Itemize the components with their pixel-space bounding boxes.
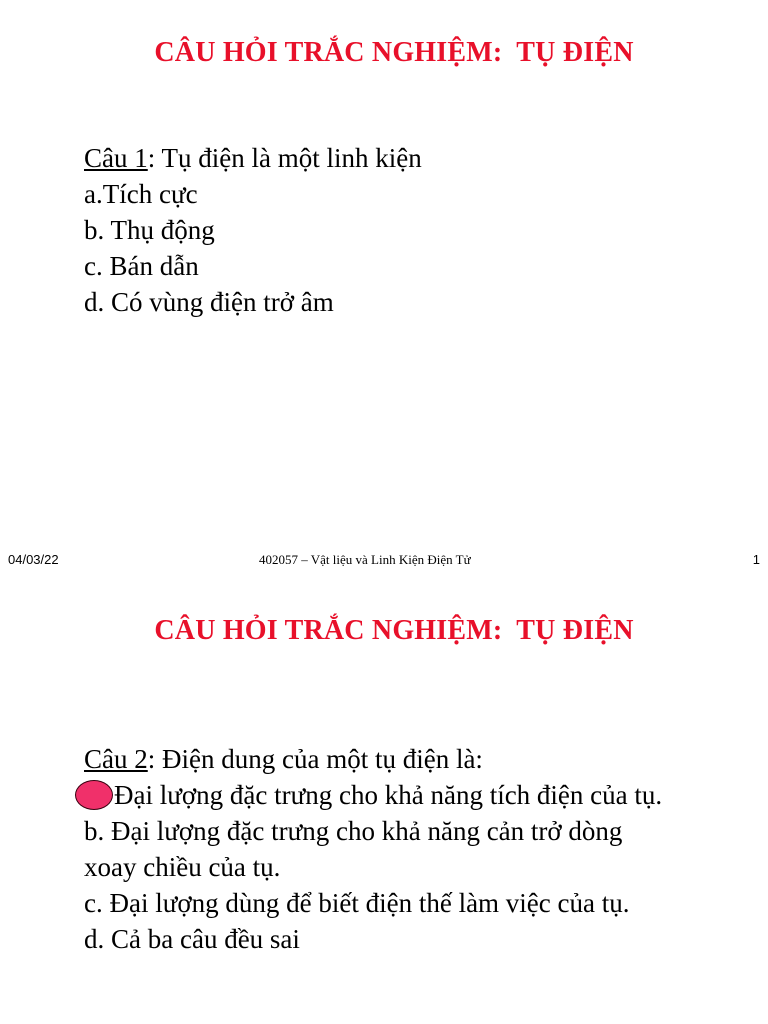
option-c: c. Bán dẫn [84, 251, 199, 281]
option-b-continued: xoay chiều của tụ. [84, 852, 281, 882]
option-c: c. Đại lượng dùng để biết điện thế làm việc của tụ. [84, 888, 630, 918]
slide-footer [0, 552, 768, 572]
question-text: : Tụ điện là một linh kiện [147, 143, 422, 173]
option-a [84, 777, 662, 813]
footer-course: 402057 – Vật liệu và Linh Kiện Điện Tử [259, 552, 471, 567]
question-text: : Điện dung của một tụ điện là: [147, 744, 483, 774]
option-b: b. Thụ động [84, 215, 215, 245]
option-d: d. Cả ba câu đều sai [84, 924, 300, 954]
question-label: Câu 2 [84, 744, 148, 774]
slide-2 [0, 580, 768, 1024]
footer-page-number: 1 [752, 552, 760, 567]
question-prompt [84, 140, 422, 176]
slide-title: CÂU HỎI TRẮC NGHIỆM: TỤ ĐIỆN [154, 615, 634, 646]
question-block [84, 140, 422, 320]
question-block [84, 741, 662, 957]
option-a-text: Đại lượng đặc trưng cho khả năng tích điện của tụ. [114, 780, 663, 810]
option-b: b. Đại lượng đặc trưng cho khả năng cản trở dòng [84, 816, 623, 846]
question-prompt [84, 741, 662, 777]
slide-title: CÂU HỎI TRẮC NGHIỆM: TỤ ĐIỆN [154, 37, 634, 68]
option-a: a.Tích cực [84, 179, 198, 209]
question-label: Câu 1 [84, 143, 148, 173]
option-d: d. Có vùng điện trở âm [84, 287, 334, 317]
footer-date: 04/03/22 [8, 552, 59, 567]
